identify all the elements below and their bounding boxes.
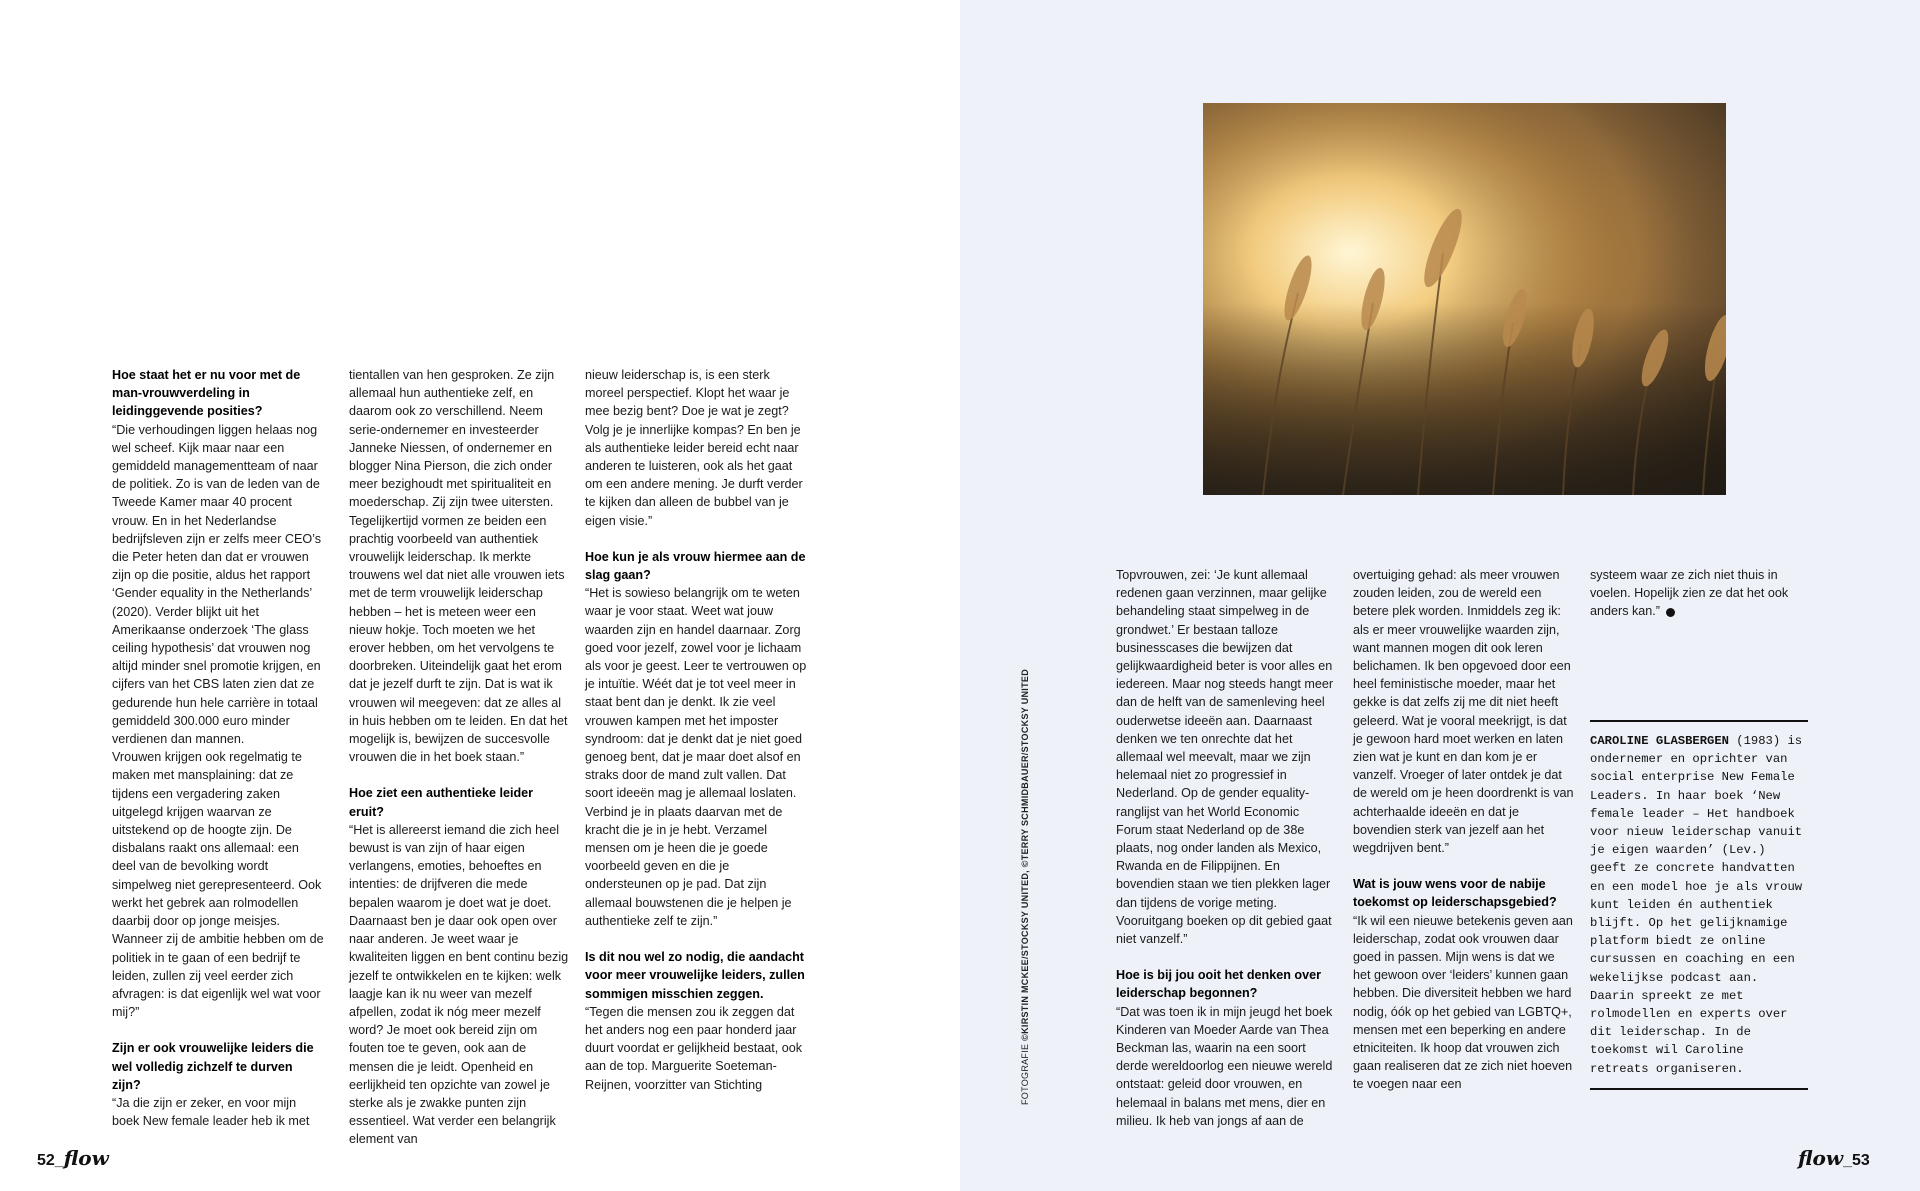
paragraph-gap	[585, 530, 807, 548]
question-heading: Hoe kun je als vrouw hiermee aan de slag gaan?	[585, 549, 806, 583]
body-paragraph: tientallen van hen gesproken. Ze zijn allemaal hun authentieke zelf, en daarom ook zo verschillend. Neem serie-ondernemer en investeerder Janneke Niessen, of ondernemer en blogger Nina Pierson, die zich onder meer bezighoudt met spiritualiteit en moederschap. Zij zijn twee uitersten. Tegelijkertijd vormen ze beiden een prachtig voorbeeld van authentiek vrouwelijk leiderschap. Ik merkte trouwens wel dat niet alle vrouwen iets met de term vrouwelijk leiderschap hebben – het is meteen weer een nieuw hokje. Toch moeten we het erover hebben, om het vervolgens te doorbreken. Uiteindelijk gaat het erom dat je jezelf durft te zijn. Dat is wat ik vrouwen wil meegeven: dat ze alles al in huis hebben om te leiden. En dat het mogelijk is, bewijzen de succesvolle vrouwen die in het boek staan.”	[349, 368, 568, 765]
flow-logo: flow	[63, 1146, 109, 1170]
page-number: 53	[1852, 1152, 1870, 1169]
body-paragraph: “Dat was toen ik in mijn jeugd het boek Kinderen van Moeder Aarde van Thea Beckman las, waarin na een soort derde wereldoorlog een nieuwe wereld ontstaat: geleid door vrouwen, en helemaal in balans met mens, dier en milieu. Ik heb van jongs af aan de	[1116, 1004, 1333, 1128]
question-heading: Is dit nou wel zo nodig, die aandacht voor meer vrouwelijke leiders, zullen sommigen misschien zeggen.	[585, 950, 805, 1001]
question-heading: Hoe ziet een authentieke leider eruit?	[349, 786, 534, 819]
photo-credit	[1020, 669, 1030, 1105]
paragraph-gap	[585, 930, 807, 948]
body-paragraph: “Ik wil een nieuwe betekenis geven aan leiderschap, zodat ook vrouwen daar goed in passen. Mijn wens is dat we het gewoon over ‘leiders’ kunnen gaan hebben. Die diversiteit hebben we hard nodig, óók op het gebied van LGBTQ+, mensen met een beperking en andere etniciteiten. Ik hoop dat vrouwen zich gaan realiseren dat ze zich niet hoeven te voegen naar een	[1353, 913, 1573, 1092]
paragraph-gap	[349, 766, 571, 784]
question-heading: Hoe staat het er nu voor met de man-vrouwverdeling in leidinggevende posities?	[112, 368, 301, 419]
body-paragraph: Topvrouwen, zei: ‘Je kunt allemaal redenen gaan verzinnen, maar gelijke behandeling staat simpelweg in de grondwet.’ Er bestaan talloze businesscases die bewijzen dat gelijkwaardigheid beter is voor alles en iedereen. Maar nog steeds hangt meer dan de helft van de samenleving heel ouderwetse ideeën aan. Daarnaast denken we ten onrechte dat het allemaal wel meevalt, maar we zijn helemaal niet zo progressief in Nederland. Op de gender equality-ranglijst van het World Economic Forum staat Nederland op de 38e plaats, nog onder landen als Mexico, Rwanda en de Filippijnen. En bovendien staan we tien plekken lager dan tijdens de vorige meting. Vooruitgang boeken op dit gebied gaat niet vanzelf.”	[1116, 568, 1334, 947]
credit-prefix: FOTOGRAFIE	[1020, 1043, 1030, 1105]
paragraph-gap	[112, 1021, 324, 1039]
sunset-grass-photo	[1203, 103, 1726, 495]
paragraph-gap	[1353, 857, 1575, 875]
question-heading: Zijn er ook vrouwelijke leiders die wel volledig zichzelf te durven zijn?	[112, 1041, 314, 1092]
question-heading: Wat is jouw wens voor de nabije toekomst op leiderschapsgebied?	[1353, 877, 1557, 910]
body-paragraph: “Het is allereerst iemand die zich heel bewust is van zijn of haar eigen verlangens, emoties, behoeftes en intenties: de drijfveren die mede bepalen waarom je doet wat je doet. Daarnaast ben je daar ook open over naar anderen. Je weet waar je kwaliteiten liggen en bent continu bezig jezelf te ontwikkelen en te kijken: welk laagje kan ik nu weer van mezelf afpellen, zodat ik nóg meer mezelf word? Je moet ook bereid zijn om fouten toe te geven, ook aan de mensen die je leidt. Openheid en eerlijkheid ten opzichte van zowel je sterke als je zwakke punten zijn essentieel. Wat verder een belangrijk element van	[349, 822, 569, 1147]
folio-separator: _	[54, 1152, 64, 1169]
left-column-2	[349, 366, 571, 1149]
flow-logo: flow	[1798, 1146, 1844, 1170]
right-column-3	[1590, 566, 1808, 621]
body-paragraph: overtuiging gehad: als meer vrouwen zouden leiden, zou de wereld een betere plek worden. Inmiddels zeg ik: als er meer vrouwelijke waarden zijn, want mannen mogen dit ook leren belichamen. Ik ben opgevoed door een heel feministische moeder, maar het gekke is dat zelfs zij me dit niet heeft geleerd. Wat je vooral meekrijgt, is dat je gewoon hard moet werken en laten zien wat je kunt en dan kom je er vanzelf. Vroeger of later ontdek je dat de wereld om je heen doordrenkt is van achterhaalde ideeën en dat je bovendien sterk van jezelf aan het wegdrijven bent.”	[1353, 568, 1574, 856]
author-bio-box	[1590, 720, 1808, 1090]
end-mark-icon	[1666, 608, 1675, 617]
credit-text: ©KIRSTIN MCKEE/STOCKSY UNITED, ©TERRY SCHMIDBAUER/STOCKSY UNITED	[1020, 669, 1030, 1041]
folio-separator: _	[1843, 1152, 1853, 1169]
right-column-1	[1116, 566, 1338, 1130]
page-number-right	[1798, 1146, 1870, 1170]
page-number-left	[37, 1146, 109, 1170]
closing-paragraph: systeem waar ze zich niet thuis in voelen. Hopelijk zien ze dat het ook anders kan.”	[1590, 568, 1789, 619]
body-paragraph: “Ja die zijn er zeker, en voor mijn boek New female leader heb ik met	[112, 1095, 310, 1129]
body-paragraph: “Het is sowieso belangrijk om te weten waar je voor staat. Weet wat jouw waarden zijn en handel daarnaar. Zorg goed voor jezelf, zowel voor je lichaam als voor je geest. Leer te vertrouwen op je intuïtie. Wéét dat je tot veel meer in staat bent dan je denkt. Ik zie veel vrouwen kampen met het imposter syndroom: dat je denkt dat je niet goed genoeg bent, dat je maar doet alsof en straks door de mand zult vallen. Dat soort ideeën mag je allemaal loslaten. Verbind je in plaats daarvan met de kracht die je in je hebt. Verzamel mensen om je heen die je goede voorbeeld geven en die je ondersteunen op je pad. Dat zijn allemaal bouwstenen die je helpen je authentieke zelf te zijn.”	[585, 586, 807, 928]
body-paragraph: Vrouwen krijgen ook regelmatig te maken met mansplaining: dat ze tijdens een vergadering zaken uitgelegd krijgen waarvan ze uitstekend op de hoogte zijn. De disbalans raakt ons allemaal: een deel van de bevolking wordt simpelweg niet gerepresenteerd. Ook werkt het gebrek aan rolmodellen daarbij door op jonge meisjes. Wanneer zij de ambitie hebben om de politiek in te gaan of een bedrijf te leiden, zullen zij veel eerder zich afvragen: is dat eigenlijk wel wat voor mij?”	[112, 750, 324, 1020]
body-paragraph: nieuw leiderschap is, is een sterk moreel perspectief. Klopt het waar je mee bezig bent? Doe je wat je zegt? Volg je je innerlijke kompas? En ben je als authentieke leider bereid echt naar anderen te luisteren, ook als het gaat om een andere mening. Je durft verder te kijken dan alleen de bubbel van je eigen visie.”	[585, 368, 803, 528]
page-number: 52	[37, 1152, 55, 1169]
grass-silhouette	[1203, 103, 1726, 495]
body-paragraph: “Tegen die mensen zou ik zeggen dat het anders nog een paar honderd jaar duurt voordat er gelijkheid bestaat, ook aan de top. Marguerite Soeteman-Reijnen, voorzitter van Stichting	[585, 1004, 803, 1092]
paragraph-gap	[1116, 948, 1338, 966]
left-column-1	[112, 366, 324, 1130]
left-column-3	[585, 366, 807, 1094]
right-column-2	[1353, 566, 1575, 1094]
bio-text: (1983) is ondernemer en oprichter van social enterprise New Female Leaders. In haar boek ‘New female leader – Het handboek voor nieuw leiderschap vanuit je eigen waarden’ (Lev.) geeft ze concrete handvatten en een model hoe je als vrouw kunt leiden én authentiek blijft. Op het gelijknamige platform biedt ze online cursussen en coaching en een wekelijkse podcast aan. Daarin spreekt ze met rolmodellen en experts over dit leiderschap. In de toekomst wil Caroline retreats organiseren.	[1590, 734, 1803, 1076]
bio-name: CAROLINE GLASBERGEN	[1590, 734, 1729, 748]
question-heading: Hoe is bij jou ooit het denken over leiderschap begonnen?	[1116, 968, 1322, 1001]
body-paragraph: “Die verhoudingen liggen helaas nog wel scheef. Kijk maar naar een gemiddeld managementteam of naar de politiek. Zo is van de leden van de Tweede Kamer maar 40 procent vrouw. En in het Nederlandse bedrijfsleven zijn er zelfs meer CEO’s die Peter heten dan dat er vrouwen zijn op die positie, aldus het rapport ‘Gender equality in the Netherlands’ (2020). Verder blijkt uit het Amerikaanse onderzoek ‘The glass ceiling hypothesis’ dat vrouwen nog altijd minder snel promotie krijgen, en cijfers van het CBS laten zien dat ze gedurende hun hele carrière in totaal gemiddeld 300.000 euro minder verdienen dan mannen.	[112, 422, 322, 747]
